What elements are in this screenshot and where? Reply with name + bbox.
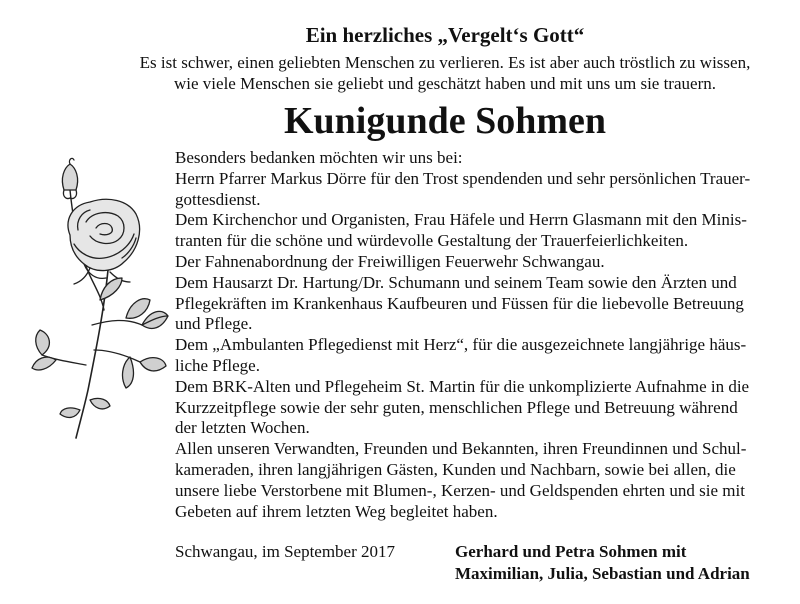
text-line: tranten für die schöne und würdevolle Gestaltung der Trauerfeierlichkeiten. [175,231,689,251]
text-line: Besonders bedanken möchten wir uns bei: [175,148,463,167]
intro-text [100,52,790,94]
text-line: Dem BRK-Alten und Pflegeheim St. Martin für die unkomplizierte Aufnahme in die [175,376,750,396]
text-line: Herrn Pfarrer Markus Dörre für den Trost spendenden und sehr persönlichen Trauer- [175,168,751,188]
text-line: und Pflege. [175,314,253,334]
text-line: gottesdienst. [175,189,261,209]
notice-title: Ein herzliches „Vergelt‘s Gott“ [305,23,585,47]
text-line: unsere liebe Verstorbene mit Blumen-, Kerzen- und Geldspenden ehrten und sie mit [175,480,745,500]
rose-illustration [30,150,170,440]
place-date: Schwangau, im September 2017 [175,542,396,561]
text-line: Gebeten auf ihrem letzten Weg begleitet haben. [175,501,498,521]
signers [455,541,750,585]
intro-line: Es ist schwer, einen geliebten Menschen zu verlieren. Es ist aber auch tröstlich zu wissen, [139,53,751,72]
signer-line: Maximilian, Julia, Sebastian und Adrian [455,564,750,583]
deceased-name: Kunigunde Sohmen [283,100,607,142]
text-line: Kurzzeitpflege sowie der sehr guten, menschlichen Pflege und Betreuung während [175,397,738,417]
text-line: Der Fahnenabordnung der Freiwilligen Feuerwehr Schwangau. [175,251,605,271]
text-line: Dem Kirchenchor und Organisten, Frau Häfele und Herrn Glasmann mit den Minis- [175,210,747,230]
text-line: liche Pflege. [175,355,260,375]
text-line: Pflegekräften im Krankenhaus Kaufbeuren und Füssen für die liebevolle Betreuung [175,293,744,313]
text-line: Dem „Ambulanten Pflegedienst mit Herz“, für die ausgezeichnete langjährige häus- [175,335,747,355]
text-line: kameraden, ihren langjährigen Gästen, Kunden und Nachbarn, sowie bei allen, die [175,459,736,479]
text-line: der letzten Wochen. [175,418,310,438]
text-line: Allen unseren Verwandten, Freunden und Bekannten, ihren Freundinnen und Schul- [175,439,747,459]
text-line: Dem Hausarzt Dr. Hartung/Dr. Schumann und seinem Team sowie den Ärzten und [175,272,737,292]
thanks-text [175,148,780,522]
intro-line: wie viele Menschen sie geliebt und geschätzt haben und mit uns um sie trauern. [174,74,716,93]
signer-line: Gerhard und Petra Sohmen mit [455,542,687,561]
